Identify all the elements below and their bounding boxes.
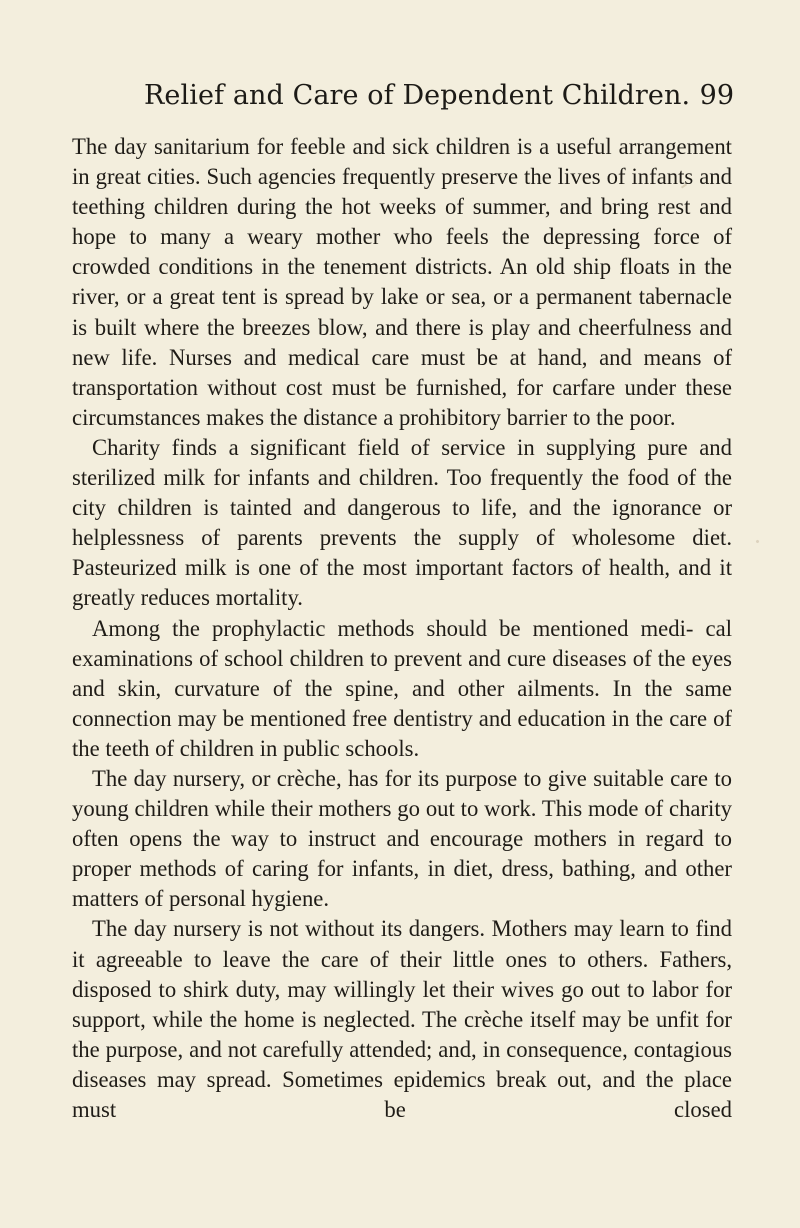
paragraph-day-nursery: The day nursery, or crèche, has for its purpose to give suitable care to young children while their mothers go out to work. This mode of charity often opens the way to instruct and encourage mothers in regard to proper methods of caring for infants, in diet, dress, bathing, and other matters of personal hygiene.	[72, 765, 732, 912]
page-number: 99	[699, 80, 734, 111]
paragraph-day-sanitarium: The day sanitarium for feeble and sick children is a useful arrangement in great cities. Such agencies frequently preserve the lives of infants and teething children during the hot weeks of summer, and bring rest and hope to many a weary mother who feels the depressing force of crowded conditions in the tenement districts. An old ship floats in the river, or a great tent is spread by lake or sea, or a permanent tabernacle is built where the breezes blow, and there is play and cheerfulness and new life. Nurses and medical care must be at hand, and means of transportation without cost must be furnished, for carfare under these circumstances makes the distance a prohibitory barrier to the poor.	[72, 134, 732, 430]
page-header	[144, 74, 734, 118]
paragraph-day-nursery-dangers: The day nursery is not without its dangers. Mothers may learn to find it agreeable to leave the care of their little ones to others. Fathers, disposed to shirk duty, may willingly let their wives go out to labor for support, while the home is neglected. The crèche itself may be unfit for the purpose, and not carefully attended; and, in consequence, contagious diseases may spread. Sometimes epidemics break out, and the place must be closed	[72, 916, 732, 1122]
running-title: Relief and Care of Dependent Children.	[144, 80, 691, 111]
paragraph-prophylactic-methods: Among the prophylactic methods should be mentioned medi- cal examinations of school children to prevent and cure diseases of the eyes and skin, curvature of the spine, and other ailments. In the same connection may be mentioned free dentistry and education in the care of the teeth of children in public schools.	[72, 615, 732, 761]
paragraph-sterilized-milk: Charity finds a significant field of service in supplying pure and sterilized milk for infants and children. Too frequently the food of the city children is tainted and dangerous to life, and the ignorance or helplessness of parents prevents the supply of wholesome diet. Pasteurized milk is one of the most important factors of health, and it greatly reduces mortality.	[72, 434, 732, 611]
body-text	[72, 132, 732, 1125]
paper-speck	[755, 539, 759, 543]
